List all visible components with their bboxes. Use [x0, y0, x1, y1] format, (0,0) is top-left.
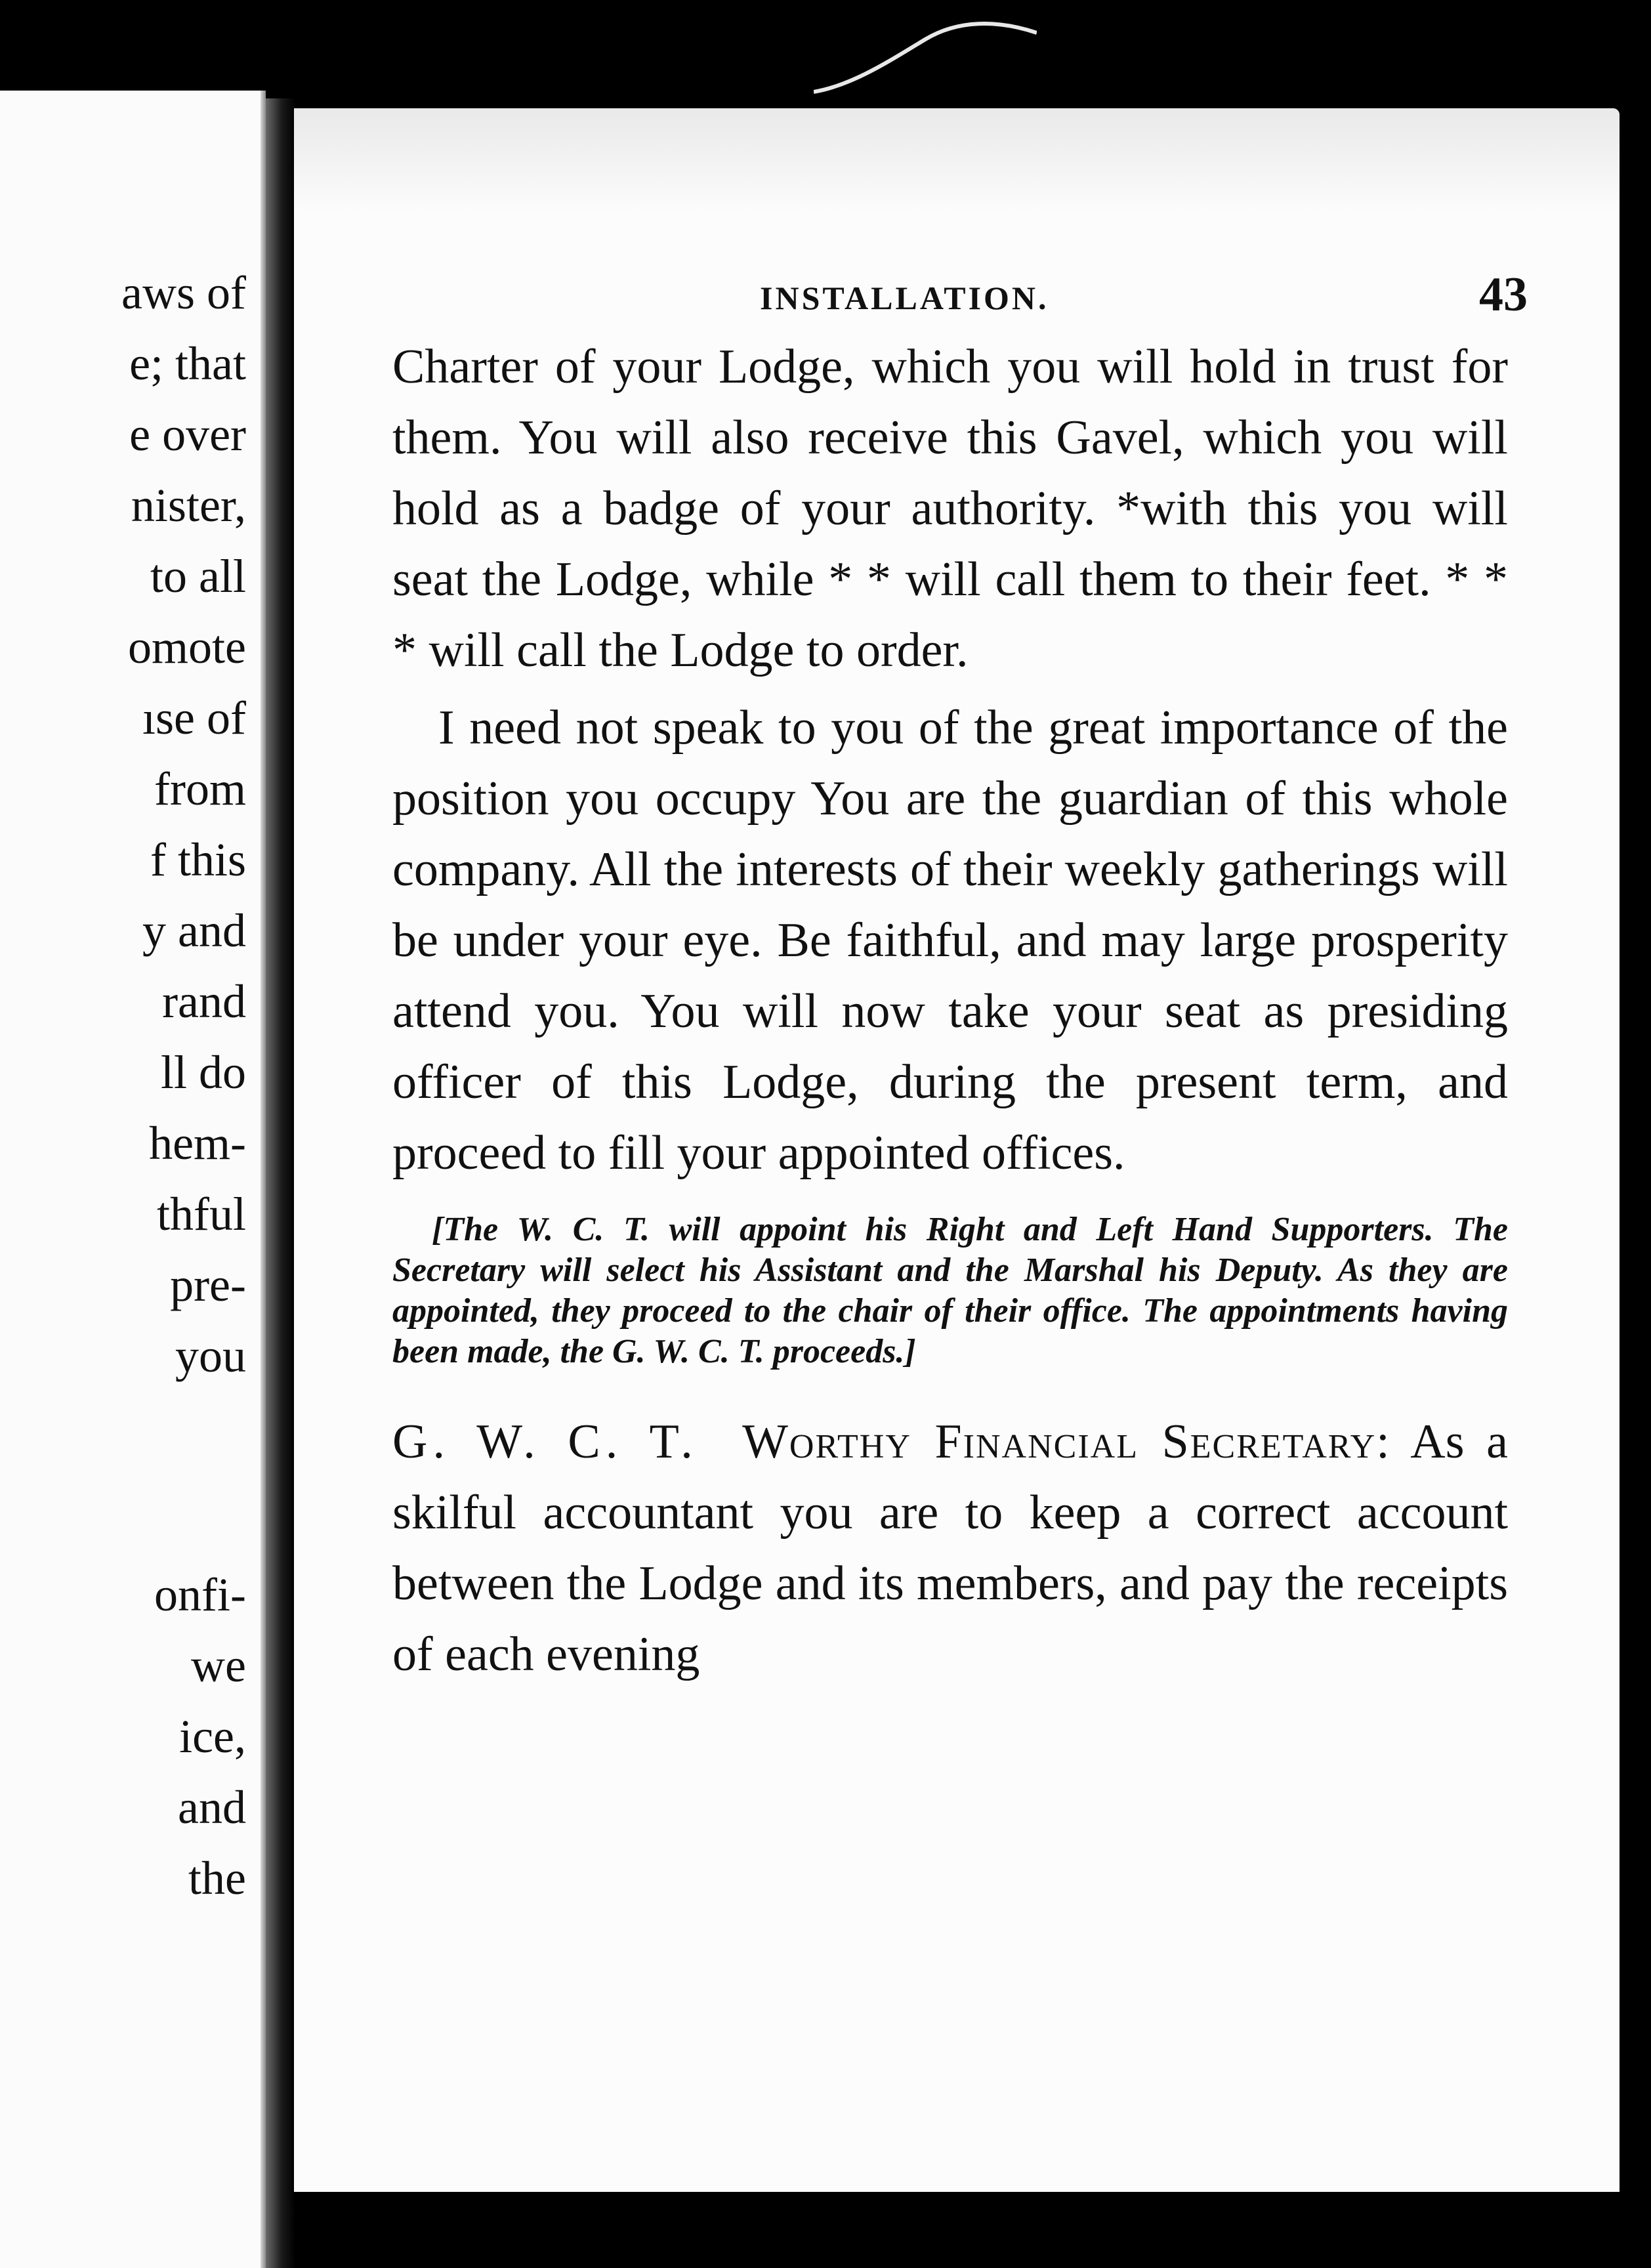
facing-page-line: e; that [129, 337, 246, 390]
facing-page-line: f this [150, 833, 246, 886]
paragraph-charter: Charter of your Lodge, which you will hold in trust for them. You will also receive this Gavel, which you will hold as a badge of your authority. *with this you will seat the Lodge, while * * will call them to their feet. * * * will call the Lodge to order. [392, 340, 1508, 677]
facing-page-line: y and [142, 904, 246, 957]
facing-page-line: ll do [160, 1046, 246, 1099]
facing-page-line: e over [129, 408, 246, 461]
facing-page-line: nister, [131, 479, 246, 532]
page-content [392, 268, 1528, 1690]
facing-page-line: and [178, 1781, 246, 1834]
paragraph-importance: I need not speak to you of the great importance of the position you occupy You are the guardian of this whole company. All the interests of their weekly gatherings will be under your eye. Be faithful, and may large prosperity attend you. You will now take your seat as presiding officer of this Lodge, during the present term, and proceed to fill your appointed offices. [392, 701, 1508, 1180]
speaker-label: G. W. C. T. [392, 1415, 698, 1469]
facing-page-line: ice, [179, 1710, 246, 1763]
facing-page-line: aws of [121, 266, 246, 319]
running-head [392, 268, 1528, 331]
facing-page-line: you [175, 1330, 246, 1382]
facing-page-line: to all [150, 550, 246, 602]
book-page [294, 108, 1620, 2192]
paragraph-text: As a skilful accountant you are to keep a correct account between the Lodge and its members, and pay the receipts of each evening [392, 1415, 1509, 1681]
stray-ink-mark [814, 13, 1037, 98]
paragraph-financial-secretary [392, 1406, 1508, 1690]
facing-page-line: from [154, 763, 246, 815]
facing-page-line: hem- [149, 1117, 246, 1169]
facing-page-line: rand [162, 975, 246, 1028]
facing-page-line: ıse of [142, 692, 246, 744]
page-edge [261, 91, 266, 2268]
book-gutter [266, 98, 295, 2268]
facing-page-line: we [191, 1639, 246, 1692]
stage-direction-rubric: [The W. C. T. will appoint his Right and Left Hand Supporters. The Secretary will select his Assistant and the Marshal his Deputy. As they are appointed, they proceed to the chair of their office. The appointments having been made, the G. W. C. T. proceeds.] [392, 1211, 1508, 1370]
facing-page-line: the [188, 1852, 246, 1904]
addressee-label: Worthy Financial Secretary: [742, 1415, 1391, 1469]
facing-page-left [0, 91, 266, 2268]
facing-page-line: onfi- [154, 1568, 246, 1621]
running-head-title: INSTALLATION. [760, 280, 1049, 316]
facing-page-line: omote [128, 621, 246, 673]
facing-page-line: pre- [170, 1259, 246, 1311]
facing-page-line: thful [157, 1188, 246, 1240]
page-number: 43 [1479, 268, 1528, 322]
